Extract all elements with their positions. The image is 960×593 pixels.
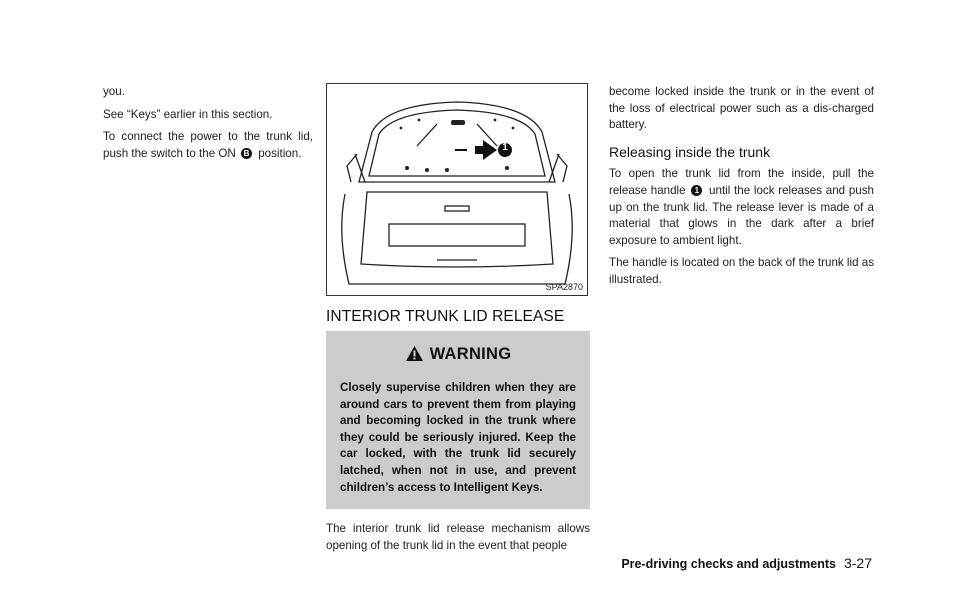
- section-heading: INTERIOR TRUNK LID RELEASE: [326, 308, 565, 325]
- figure-code: SPA2870: [545, 282, 583, 292]
- paragraph-continuation: you.: [103, 85, 125, 98]
- paragraph-locked-inside: become locked inside the trunk or in the event of the loss of electrical power such as a dis-charged battery.: [609, 85, 874, 132]
- page-footer: [621, 555, 872, 571]
- page-number: 3-27: [843, 555, 872, 571]
- left-column: [103, 84, 313, 168]
- warning-triangle-icon: [405, 345, 424, 362]
- paragraph-release-mechanism: The interior trunk lid release mechanism allows opening of the trunk lid in the event that people: [326, 522, 590, 552]
- right-column: [609, 84, 874, 295]
- warning-box: [326, 331, 590, 509]
- paragraph-handle-location: The handle is located on the back of the trunk lid as illustrated.: [609, 256, 874, 286]
- footer-section-title: Pre-driving checks and adjustments: [621, 557, 836, 571]
- trunk-lid-illustration-icon: [327, 84, 587, 295]
- warning-text: Closely supervise children when they are around cars to prevent them from playing and becoming locked in the trunk where they could be seriously injured. Keep the car locked, with the trunk lid securely latched, when not in use, and prevent children’s access to Intelligent Keys.: [340, 381, 576, 494]
- trunk-lid-figure: [326, 83, 588, 296]
- figure-callout: 1: [502, 142, 508, 153]
- paragraph-keys-reference: See “Keys” earlier in this section.: [103, 107, 273, 121]
- subheading-releasing: Releasing inside the trunk: [609, 143, 771, 160]
- marker-b-badge: B: [241, 148, 252, 159]
- marker-1-badge: 1: [691, 185, 702, 196]
- paragraph-open-from-inside: To open the trunk lid from the inside, pull the release handle 1 until the lock releases and push up on the trunk lid. The release lever is made of a material that glows in the dark after a brief exposure to ambient light.: [609, 167, 874, 247]
- paragraph-connect-power: To connect the power to the trunk lid, push the switch to the ON B position.: [103, 130, 313, 160]
- warning-heading: WARNING: [326, 345, 590, 364]
